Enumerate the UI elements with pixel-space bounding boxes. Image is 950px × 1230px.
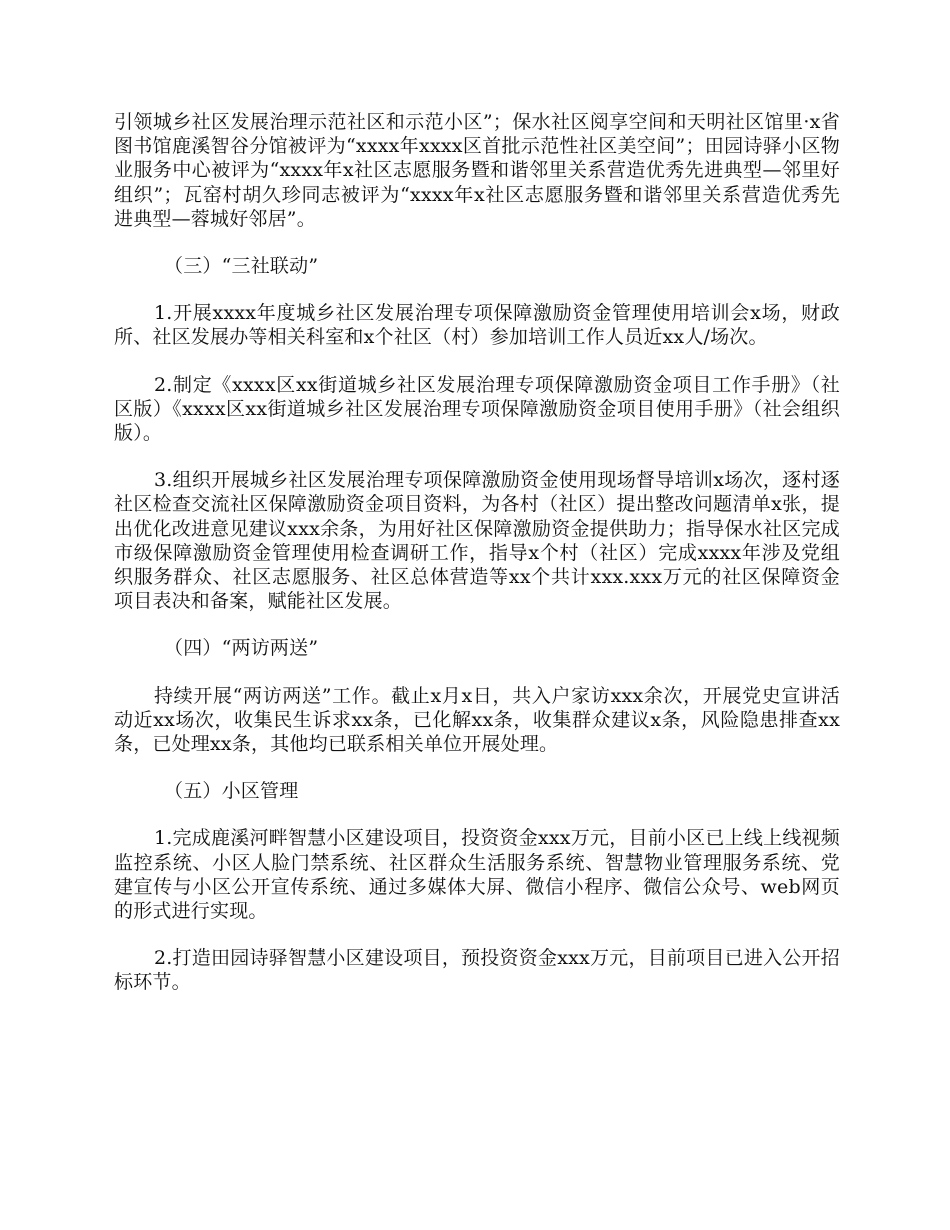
paragraph-gap [114,756,840,779]
paragraph-training-sessions: 1.开展xxxx年度城乡社区发展治理专项保障激励资金管理使用培训会x场，财政所、社区发展办等相关科室和x个社区（村）参加培训工作人员近xx人/场次。 [114,302,840,349]
section-heading-community-management: （五）小区管理 [164,780,299,803]
paragraph-awards: 引领城乡社区发展治理示范社区和示范小区”；保水社区阅享空间和天明社区馆里·x省图书馆鹿溪智谷分馆被评为“xxxx年xxxx区首批示范性社区美空间”；田园诗驿小区物业服务中心被评为“xxxx年x社区志愿服务暨和谐邻里关系营造优秀先进典型—邻里好组织”；瓦窑村胡久珍同志被评为“xxxx年x社区志愿服务暨和谐邻里关系营造优秀先进典型—蓉城好邻居”。 [114,111,840,230]
paragraph-gap [114,803,840,826]
paragraph-gap [114,350,840,373]
paragraph-smart-community-tianyuan: 2.打造田园诗驿智慧小区建设项目，预投资资金xxx万元，目前项目已进入公开招标环节。 [114,947,840,994]
paragraph-gap [114,923,840,946]
paragraph-home-visits: 持续开展“两访两送”工作。截止x月x日，共入户家访xxx余次，开展党史宣讲活动近xx场次，收集民生诉求xx条，已化解xx条，收集群众建议x条，风险隐患排查xx条，已处理xx条，其他均已联系相关单位开展处理。 [114,684,840,756]
paragraph-gap [114,278,840,301]
section-heading-two-visits: （四）“两访两送” [164,637,319,660]
document-page [114,110,840,995]
paragraph-onsite-supervision: 3.组织开展城乡社区发展治理专项保障激励资金使用现场督导培训x场次，逐村逐社区检查交流社区保障激励资金项目资料，为各村（社区）提出整改问题清单x张，提出优化改进意见建议xxx余条，为用好社区保障激励资金提供助力；指导保水社区完成市级保障激励资金管理使用检查调研工作，指导x个村（社区）完成xxxx年涉及党组织服务群众、社区志愿服务、社区总体营造等xx个共计xxx.xxx万元的社区保障资金项目表决和备案，赋能社区发展。 [114,469,840,613]
paragraph-gap [114,445,840,468]
paragraph-smart-community-luxi: 1.完成鹿溪河畔智慧小区建设项目，投资资金xxx万元，目前小区已上线上线视频监控系统、小区人脸门禁系统、社区群众生活服务系统、智慧物业管理服务系统、党建宣传与小区公开宣传系统、通过多媒体大屏、微信小程序、微信公众号、web网页的形式进行实现。 [114,827,840,923]
section-heading-three-social-linkage: （三）“三社联动” [164,255,319,278]
paragraph-gap [114,661,840,684]
paragraph-gap [114,231,840,254]
paragraph-handbooks: 2.制定《xxxx区xx街道城乡社区发展治理专项保障激励资金项目工作手册》（社区版）《xxxx区xx街道城乡社区发展治理专项保障激励资金项目使用手册》（社会组织版）。 [114,373,840,445]
paragraph-gap [114,613,840,636]
